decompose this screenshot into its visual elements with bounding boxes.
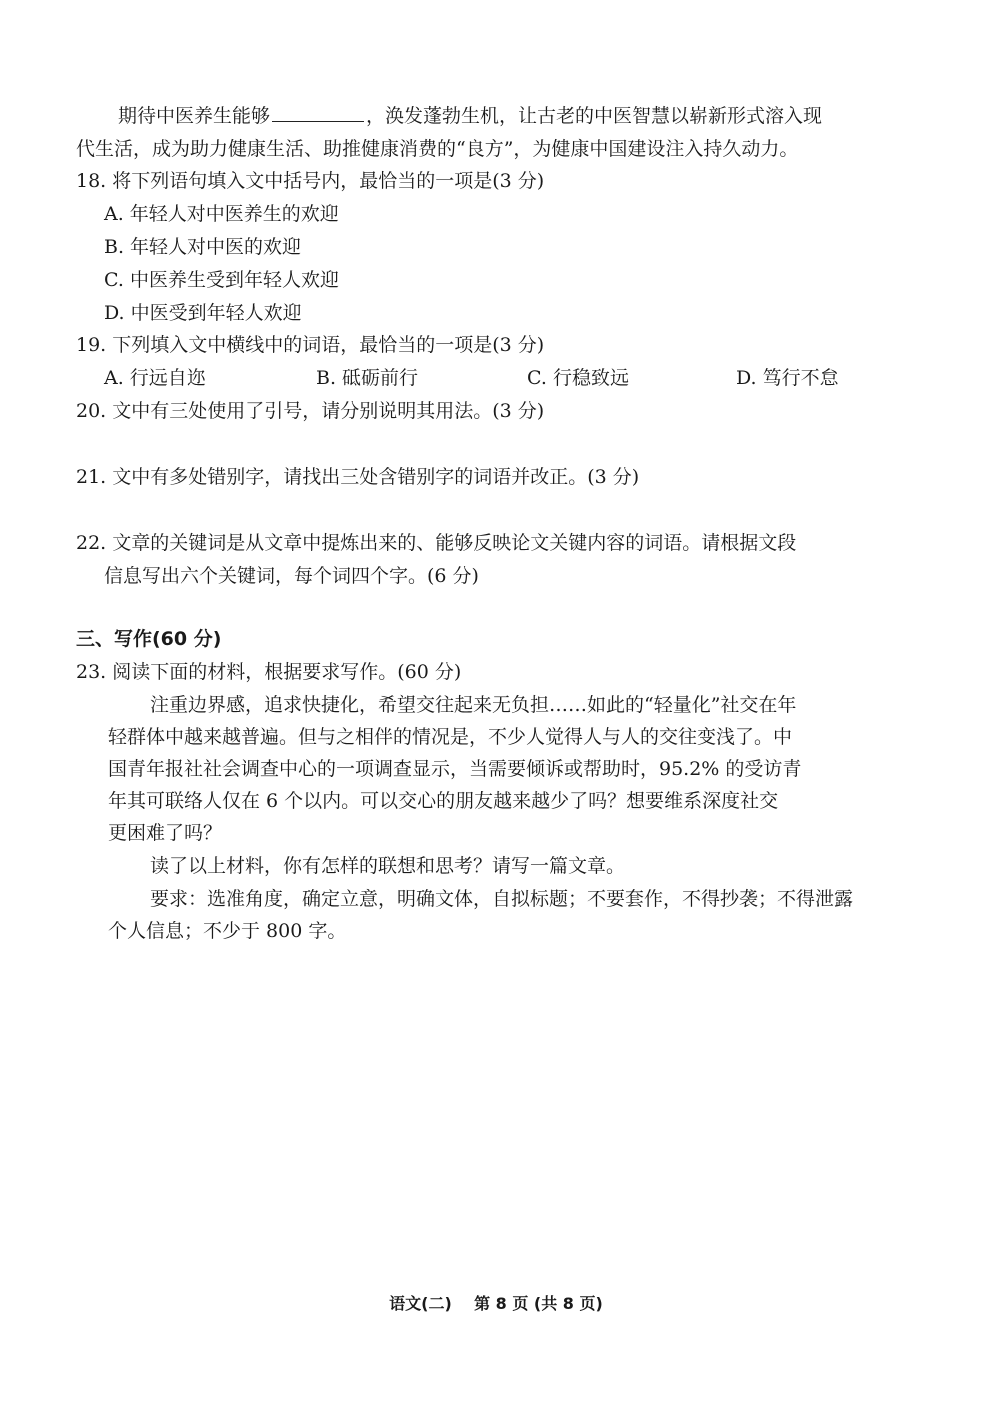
question-20-stem: 20. 文中有三处使用了引号，请分别说明其用法。(3 分) (76, 400, 545, 422)
question-18-option-b: B. 年轻人对中医的欢迎 (104, 236, 302, 258)
material-line-5: 更困难了吗？ (108, 822, 223, 844)
material-line-3: 国青年报社社会调查中心的一项调查显示，当需要倾诉或帮助时，95.2% 的受访青 (108, 758, 802, 780)
question-18-option-d: D. 中医受到年轻人欢迎 (104, 302, 302, 324)
writing-requirements-line-1: 要求：选准角度，确定立意，明确文体，自拟标题；不要套作，不得抄袭；不得泄露 (150, 888, 854, 910)
question-21-stem: 21. 文中有多处错别字，请找出三处含错别字的词语并改正。(3 分) (76, 466, 640, 488)
material-line-1: 注重边界感，追求快捷化，希望交往起来无负担……如此的“轻量化”社交在年 (150, 694, 797, 716)
question-18-option-a: A. 年轻人对中医养生的欢迎 (104, 203, 339, 225)
passage-line-1-after-blank: ，涣发蓬勃生机，让古老的中医智慧以崭新形式溶入现 (366, 105, 823, 127)
writing-requirements-line-2: 个人信息；不少于 800 字。 (108, 920, 347, 942)
question-19-option-d: D. 笃行不怠 (736, 367, 839, 389)
question-19-option-b: B. 砥砺前行 (316, 367, 419, 389)
question-18-option-c: C. 中医养生受到年轻人欢迎 (104, 269, 339, 291)
fill-in-blank (272, 103, 364, 122)
page-footer: 语文(二) 第 8 页 (共 8 页) (389, 1294, 603, 1313)
question-22-stem-line-1: 22. 文章的关键词是从文章中提炼出来的、能够反映论文关键内容的词语。请根据文段 (76, 532, 797, 554)
section-3-title: 三、写作(60 分) (76, 628, 222, 650)
question-19-option-c: C. 行稳致远 (527, 367, 629, 389)
writing-prompt: 读了以上材料，你有怎样的联想和思考？请写一篇文章。 (150, 855, 626, 877)
question-19-stem: 19. 下列填入文中横线中的词语，最恰当的一项是(3 分) (76, 334, 545, 356)
question-23-stem: 23. 阅读下面的材料，根据要求写作。(60 分) (76, 661, 462, 683)
material-line-2: 轻群体中越来越普遍。但与之相伴的情况是，不少人觉得人与人的交往变浅了。中 (108, 726, 793, 748)
question-22-stem-line-2: 信息写出六个关键词，每个词四个字。(6 分) (104, 565, 479, 587)
passage-line-1-before-blank: 期待中医养生能够 (118, 105, 271, 127)
material-line-4: 年其可联络人仅在 6 个以内。可以交心的朋友越来越少了吗？想要维系深度社交 (108, 790, 779, 812)
question-18-stem: 18. 将下列语句填入文中括号内，最恰当的一项是(3 分) (76, 170, 545, 192)
passage-line-2: 代生活，成为助力健康生活、助推健康消费的“良方”，为健康中国建设注入持久动力。 (76, 138, 799, 160)
passage-line-1 (118, 101, 822, 131)
question-19-option-a: A. 行远自迩 (104, 367, 206, 389)
